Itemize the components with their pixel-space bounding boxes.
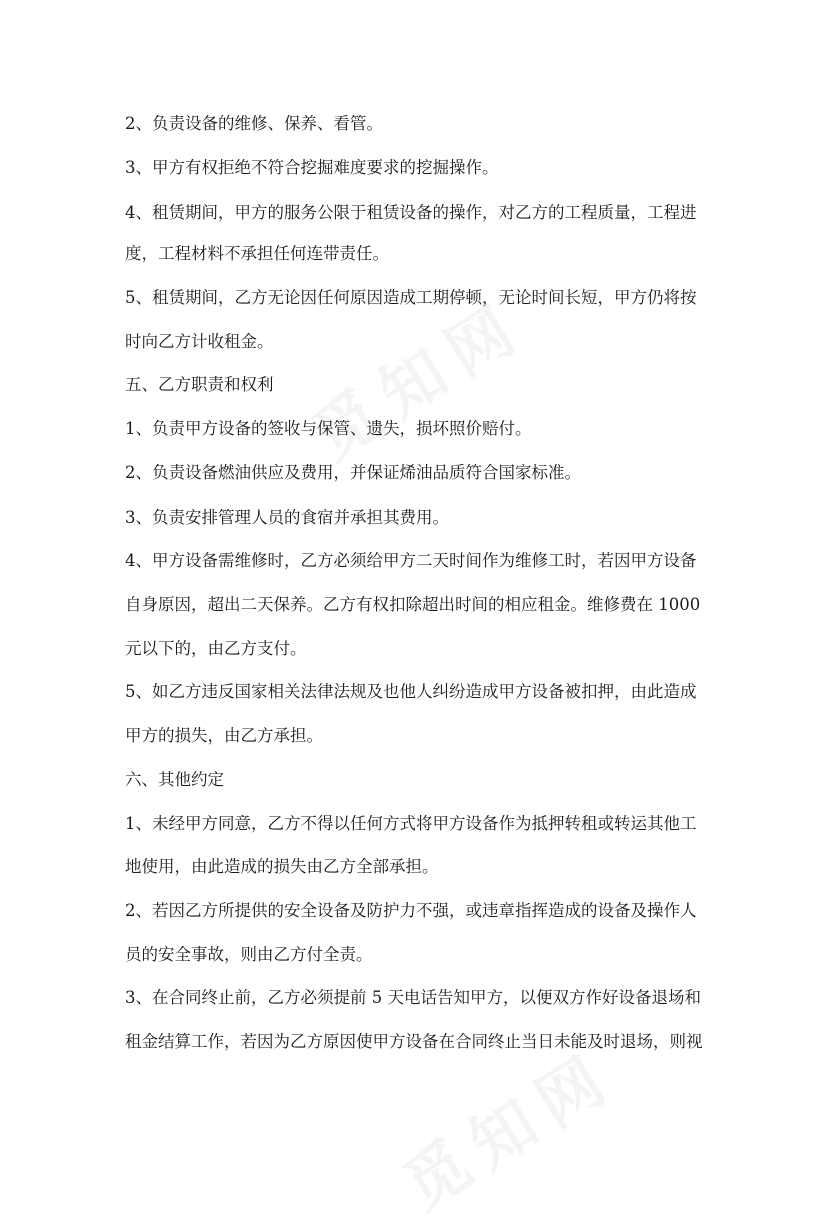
text-line: 3、甲方有权拒绝不符合挖掘难度要求的挖掘操作。 — [125, 158, 499, 177]
text-line: 5、如乙方违反国家相关法律法规及也他人纠纷造成甲方设备被扣押，由此造成 — [125, 682, 697, 701]
section-heading: 六、其他约定 — [125, 770, 224, 789]
section-heading: 五、乙方职责和权利 — [125, 375, 274, 394]
text-line: 时向乙方计收租金。 — [125, 332, 274, 351]
text-line: 4、租赁期间，甲方的服务公限于租赁设备的操作，对乙方的工程质量，工程进 — [125, 203, 697, 222]
text-line: 3、负责安排管理人员的食宿并承担其费用。 — [125, 508, 449, 527]
text-line: 2、负责设备燃油供应及费用，并保证烯油品质符合国家标准。 — [125, 463, 581, 482]
text-line: 租金结算工作，若因为乙方原因使甲方设备在合同终止当日未能及时退场，则视 — [125, 1032, 703, 1051]
watermark — [383, 1025, 630, 1227]
text-line: 1、负责甲方设备的签收与保管、遗失，损坏照价赔付。 — [125, 419, 532, 438]
text-line: 3、在合同终止前，乙方必须提前 5 天电话告知甲方，以便双方作好设备退场和 — [125, 988, 701, 1007]
text-line: 5、租赁期间，乙方无论因任何原因造成工期停顿，无论时间长短，甲方仍将按 — [125, 288, 697, 307]
text-line: 自身原因，超出二天保养。乙方有权扣除超出时间的相应租金。维修费在 1000 — [125, 595, 701, 614]
text-line: 度，工程材料不承担任何连带责任。 — [125, 244, 389, 263]
text-line: 元以下的，由乙方支付。 — [125, 639, 307, 658]
text-line: 2、负责设备的维修、保养、看管。 — [125, 114, 383, 133]
text-line: 4、甲方设备需维修时，乙方必须给甲方二天时间作为维修工时，若因甲方设备 — [125, 551, 697, 570]
text-line: 甲方的损失，由乙方承担。 — [125, 726, 323, 745]
text-line: 地使用，由此造成的损失由乙方全部承担。 — [125, 857, 439, 876]
text-line: 2、若因乙方所提供的安全设备及防护力不强，或违章指挥造成的设备及操作人 — [125, 901, 697, 920]
text-line: 1、未经甲方同意，乙方不得以任何方式将甲方设备作为抵押转租或转运其他工 — [125, 814, 697, 833]
text-line: 员的安全事故，则由乙方付全责。 — [125, 945, 373, 964]
